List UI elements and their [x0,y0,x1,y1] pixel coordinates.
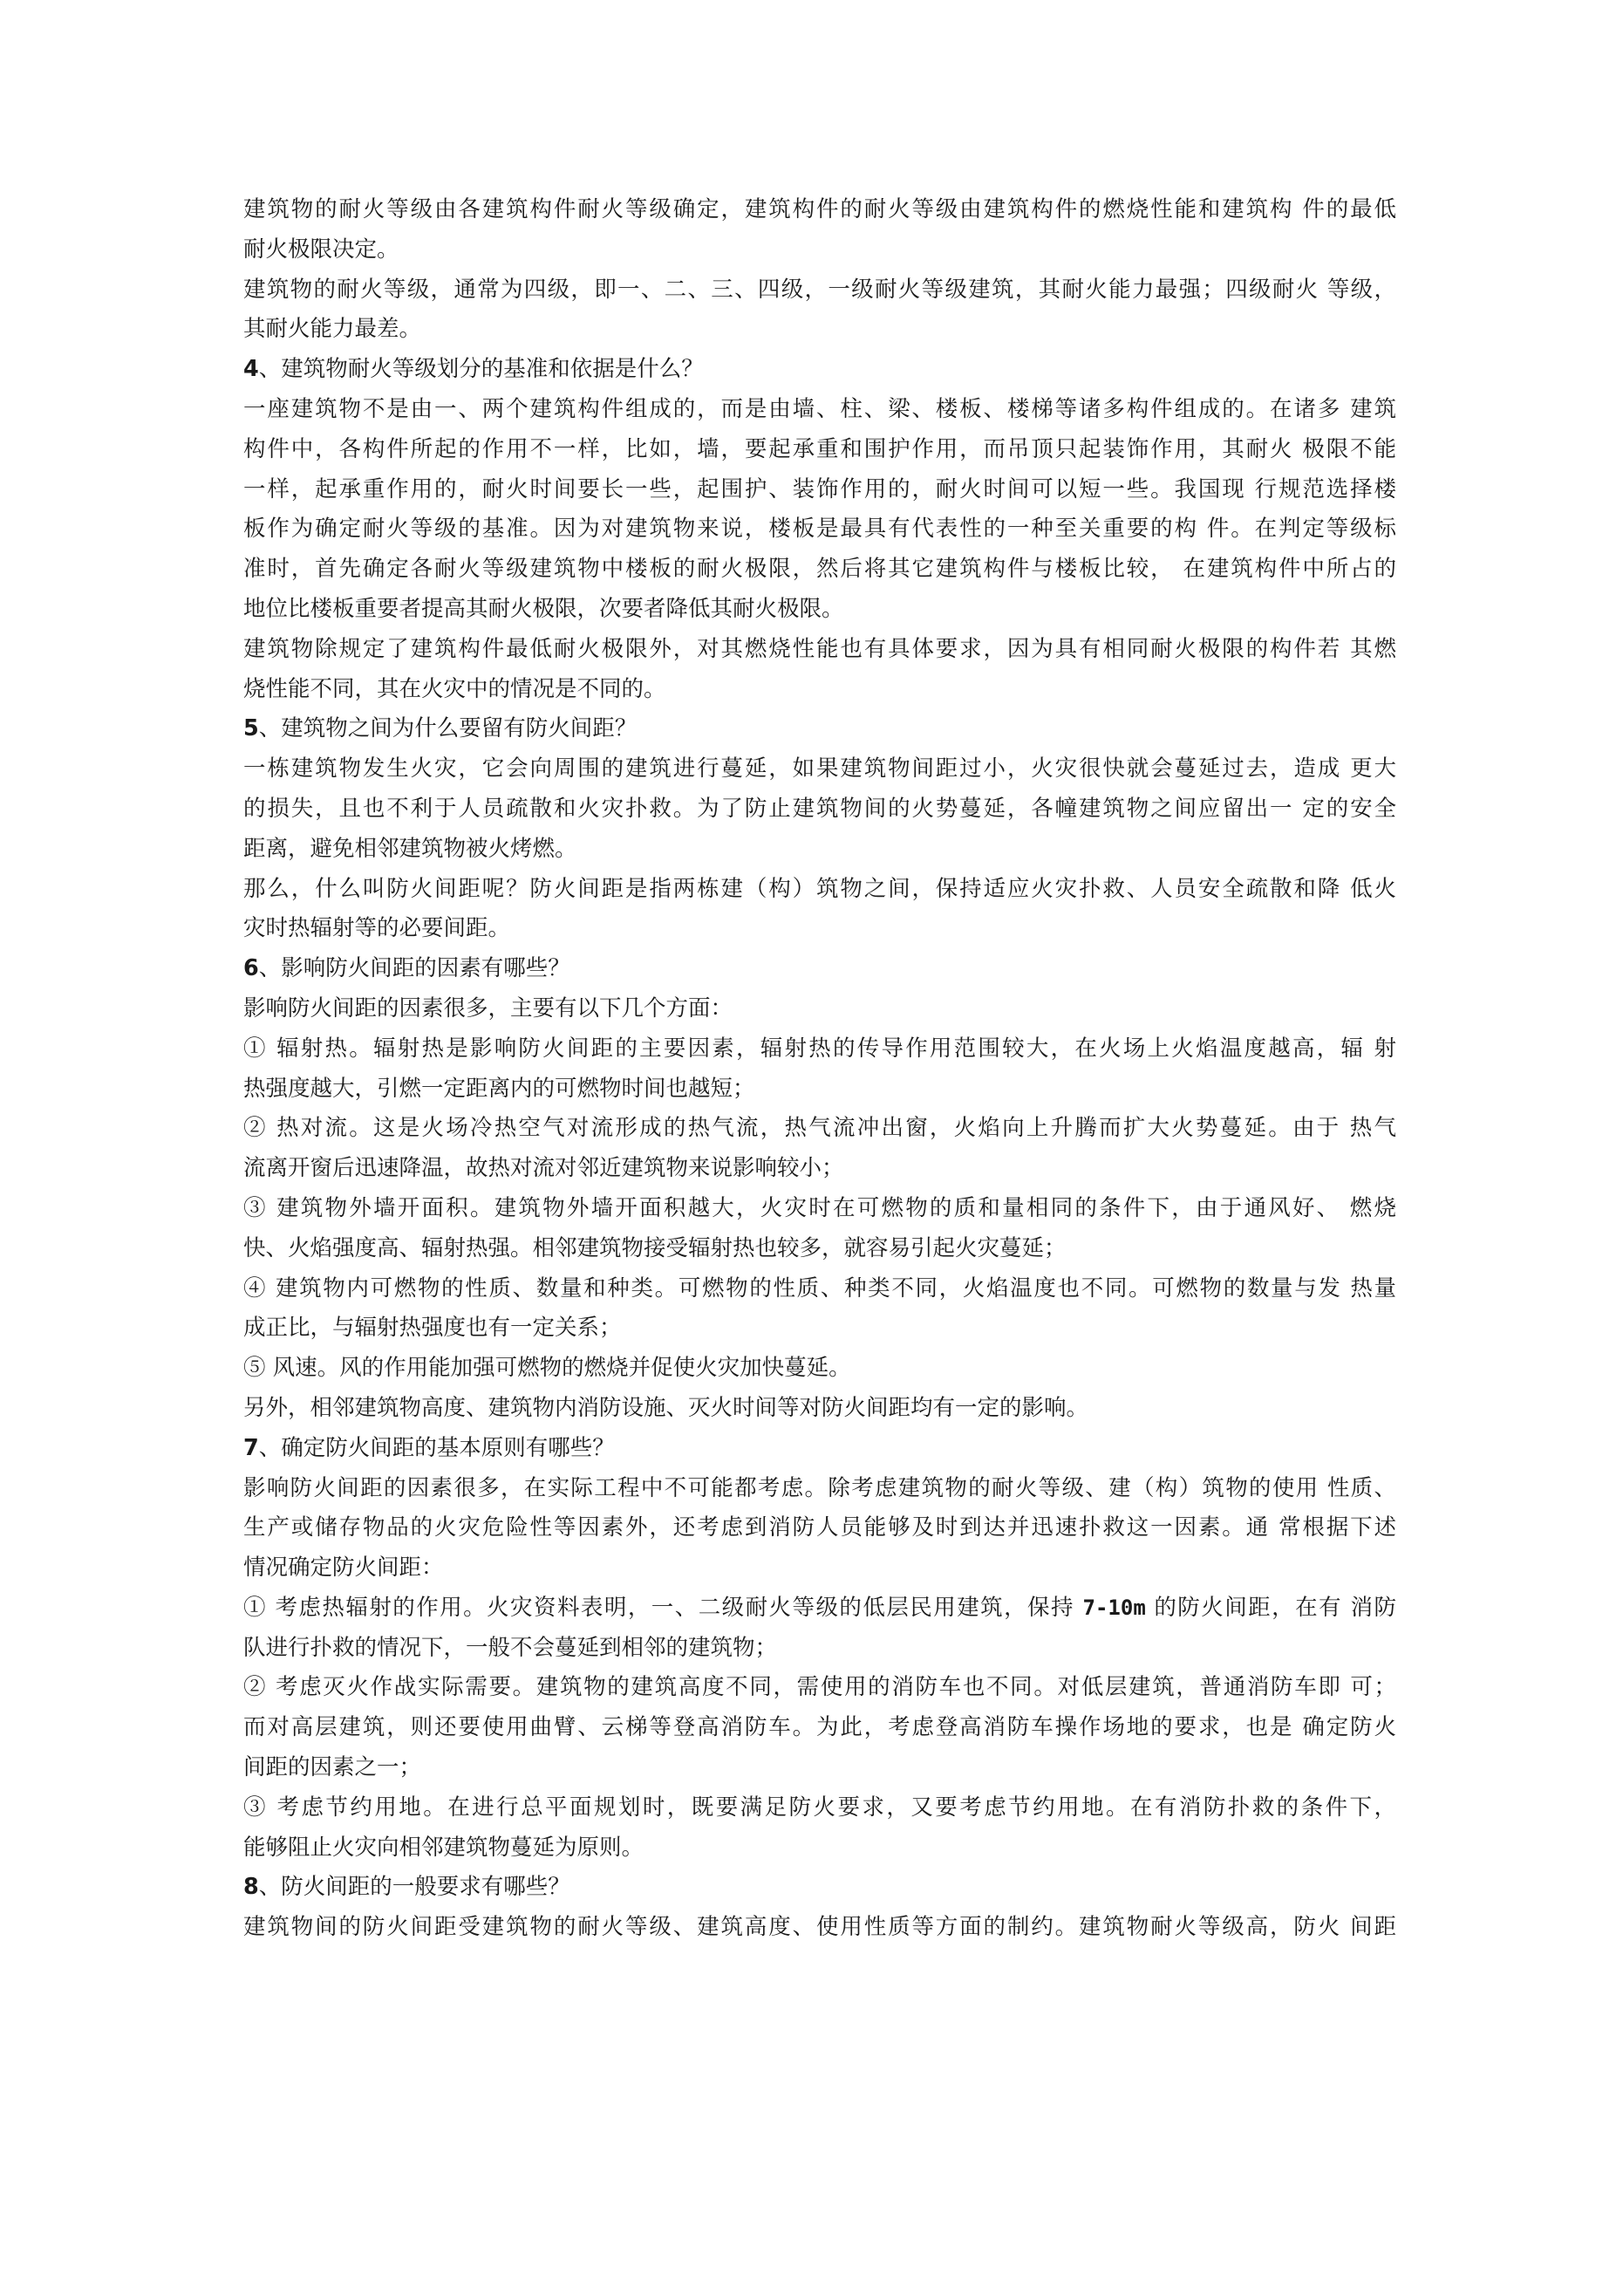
paragraph-line: 影响防火间距的因素很多，主要有以下几个方面： [243,994,733,1022]
paragraph-line: 热强度越大，引燃一定距离内的可燃物时间也越短； [243,1075,755,1102]
paragraph-line: 构件中，各构件所起的作用不一样，比如，墙，要起承重和围护作用，而吊顶只起装饰作用，其耐火 极限不能 [243,435,1396,462]
section-number: 7 [243,1434,259,1461]
paragraph-line: 建筑物的耐火等级由各建筑构件耐火等级确定，建筑构件的耐火等级由建筑构件的燃烧性能和建筑构 件的最低 [243,196,1396,222]
paragraph-line: 间距的因素之一； [243,1754,422,1781]
paragraph-line: ⑤ 风速。风的作用能加强可燃物的燃烧并促使火灾加快蔓延。 [243,1355,851,1382]
paragraph-line: ② 考虑灭火作战实际需要。建筑物的建筑高度不同，需使用的消防车也不同。对低层建筑，普通消防车即 可； [243,1674,1396,1701]
section-heading [243,1429,1396,1469]
paragraph-line: 建筑物的耐火等级，通常为四级，即一、二、三、四级，一级耐火等级建筑，其耐火能力最强；四级耐火 等级， [243,276,1396,303]
paragraph-line [243,1589,1396,1629]
paragraph-line: 情况确定防火间距： [243,1555,444,1582]
paragraph-line: 其耐火能力最差。 [243,316,422,343]
section-number: 5 [243,715,259,742]
text-run: ① 考虑热辐射的作用。火灾资料表明，一、二级耐火等级的低层民用建筑，保持 [243,1594,1083,1621]
text-run: 的防火间距，在有 消防 [1145,1594,1396,1621]
paragraph-line: 板作为确定耐火等级的基准。因为对建筑物来说，楼板是最具有代表性的一种至关重要的构 件。在判定等级标 [243,516,1396,543]
section-number: 6 [243,955,259,982]
paragraph-line: 能够阻止火灾向相邻建筑物蔓延为原则。 [243,1834,644,1861]
section-title: 、确定防火间距的基本原则有哪些？ [258,1434,615,1461]
paragraph-line: ③ 考虑节约用地。在进行总平面规划时，既要满足防火要求，又要考虑节约用地。在有消防扑救的条件下， [243,1794,1396,1821]
paragraph-line: ① 辐射热。辐射热是影响防火间距的主要因素，辐射热的传导作用范围较大，在火场上火焰温度越高，辐 射 [243,1035,1396,1062]
paragraph-line: 烧性能不同，其在火灾中的情况是不同的。 [243,675,666,702]
paragraph-line: 影响防火间距的因素很多，在实际工程中不可能都考虑。除考虑建筑物的耐火等级、建（构）筑物的使用 性质、 [243,1474,1396,1501]
section-title: 、建筑物之间为什么要留有防火间距？ [258,715,638,742]
paragraph-line: 一座建筑物不是由一、两个建筑构件组成的，而是由墙、柱、梁、楼板、楼梯等诸多构件组成的。在诸多 建筑 [243,395,1396,422]
section-number: 8 [243,1874,259,1901]
distance-value: 7-10m [1082,1595,1146,1620]
paragraph-line: 另外，相邻建筑物高度、建筑物内消防设施、灭火时间等对防火间距均有一定的影响。 [243,1394,1089,1421]
paragraph-line: 地位比楼板重要者提高其耐火极限，次要者降低其耐火极限。 [243,595,844,622]
paragraph-line: 而对高层建筑，则还要使用曲臂、云梯等登高消防车。为此，考虑登高消防车操作场地的要求，也是 确定防火 [243,1714,1396,1741]
section-number: 4 [243,356,259,383]
paragraph-line: 成正比，与辐射热强度也有一定关系； [243,1315,622,1342]
paragraph-line: 耐火极限决定。 [243,236,399,263]
section-title: 、影响防火间距的因素有哪些？ [258,955,570,982]
paragraph-line: 灾时热辐射等的必要间距。 [243,915,511,942]
paragraph-line: ② 热对流。这是火场冷热空气对流形成的热气流，热气流冲出窗，火焰向上升腾而扩大火势蔓延。由于 热气 [243,1115,1396,1142]
document-body [243,190,1396,1948]
paragraph-line: 快、火焰强度高、辐射热强。相邻建筑物接受辐射热也较多，就容易引起火灾蔓延； [243,1234,1067,1261]
paragraph-line: 流离开窗后迅速降温，故热对流对邻近建筑物来说影响较小； [243,1155,844,1182]
paragraph-line: ④ 建筑物内可燃物的性质、数量和种类。可燃物的性质、种类不同，火焰温度也不同。可燃物的数量与发 热量 [243,1274,1396,1302]
section-heading [243,1868,1396,1908]
section-heading [243,350,1396,390]
section-title: 、防火间距的一般要求有哪些？ [258,1874,570,1901]
paragraph-line: 生产或储存物品的火灾危险性等因素外，还考虑到消防人员能够及时到达并迅速扑救这一因素。通 常根据下述 [243,1514,1396,1541]
paragraph-line: 的损失，且也不利于人员疏散和火灾扑救。为了防止建筑物间的火势蔓延，各幢建筑物之间应留出一 定的安全 [243,795,1396,822]
paragraph-line: 一样，起承重作用的，耐火时间要长一些，起围护、装饰作用的，耐火时间可以短一些。我国现 行规范选择楼 [243,475,1396,502]
section-heading [243,709,1396,749]
paragraph-line: 那么，什么叫防火间距呢？防火间距是指两栋建（构）筑物之间，保持适应火灾扑救、人员安全疏散和降 低火 [243,875,1396,902]
section-heading [243,949,1396,989]
paragraph-line: ③ 建筑物外墙开面积。建筑物外墙开面积越大，火灾时在可燃物的质和量相同的条件下，由于通风好、 燃烧 [243,1194,1396,1221]
paragraph-line: 准时，首先确定各耐火等级建筑物中楼板的耐火极限，然后将其它建筑构件与楼板比较， 在建筑构件中所占的 [243,556,1396,583]
paragraph-line: 建筑物除规定了建筑构件最低耐火极限外，对其燃烧性能也有具体要求，因为具有相同耐火极限的构件若 其燃 [243,635,1396,662]
section-title: 、建筑物耐火等级划分的基准和依据是什么？ [258,356,704,383]
paragraph-line: 一栋建筑物发生火灾，它会向周围的建筑进行蔓延，如果建筑物间距过小，火灾很快就会蔓延过去，造成 更大 [243,755,1396,782]
paragraph-line: 距离，避免相邻建筑物被火烤燃。 [243,835,577,862]
paragraph-line: 队进行扑救的情况下，一般不会蔓延到相邻的建筑物； [243,1634,778,1661]
paragraph-line: 建筑物间的防火间距受建筑物的耐火等级、建筑高度、使用性质等方面的制约。建筑物耐火等级高，防火 间距 [243,1914,1396,1941]
